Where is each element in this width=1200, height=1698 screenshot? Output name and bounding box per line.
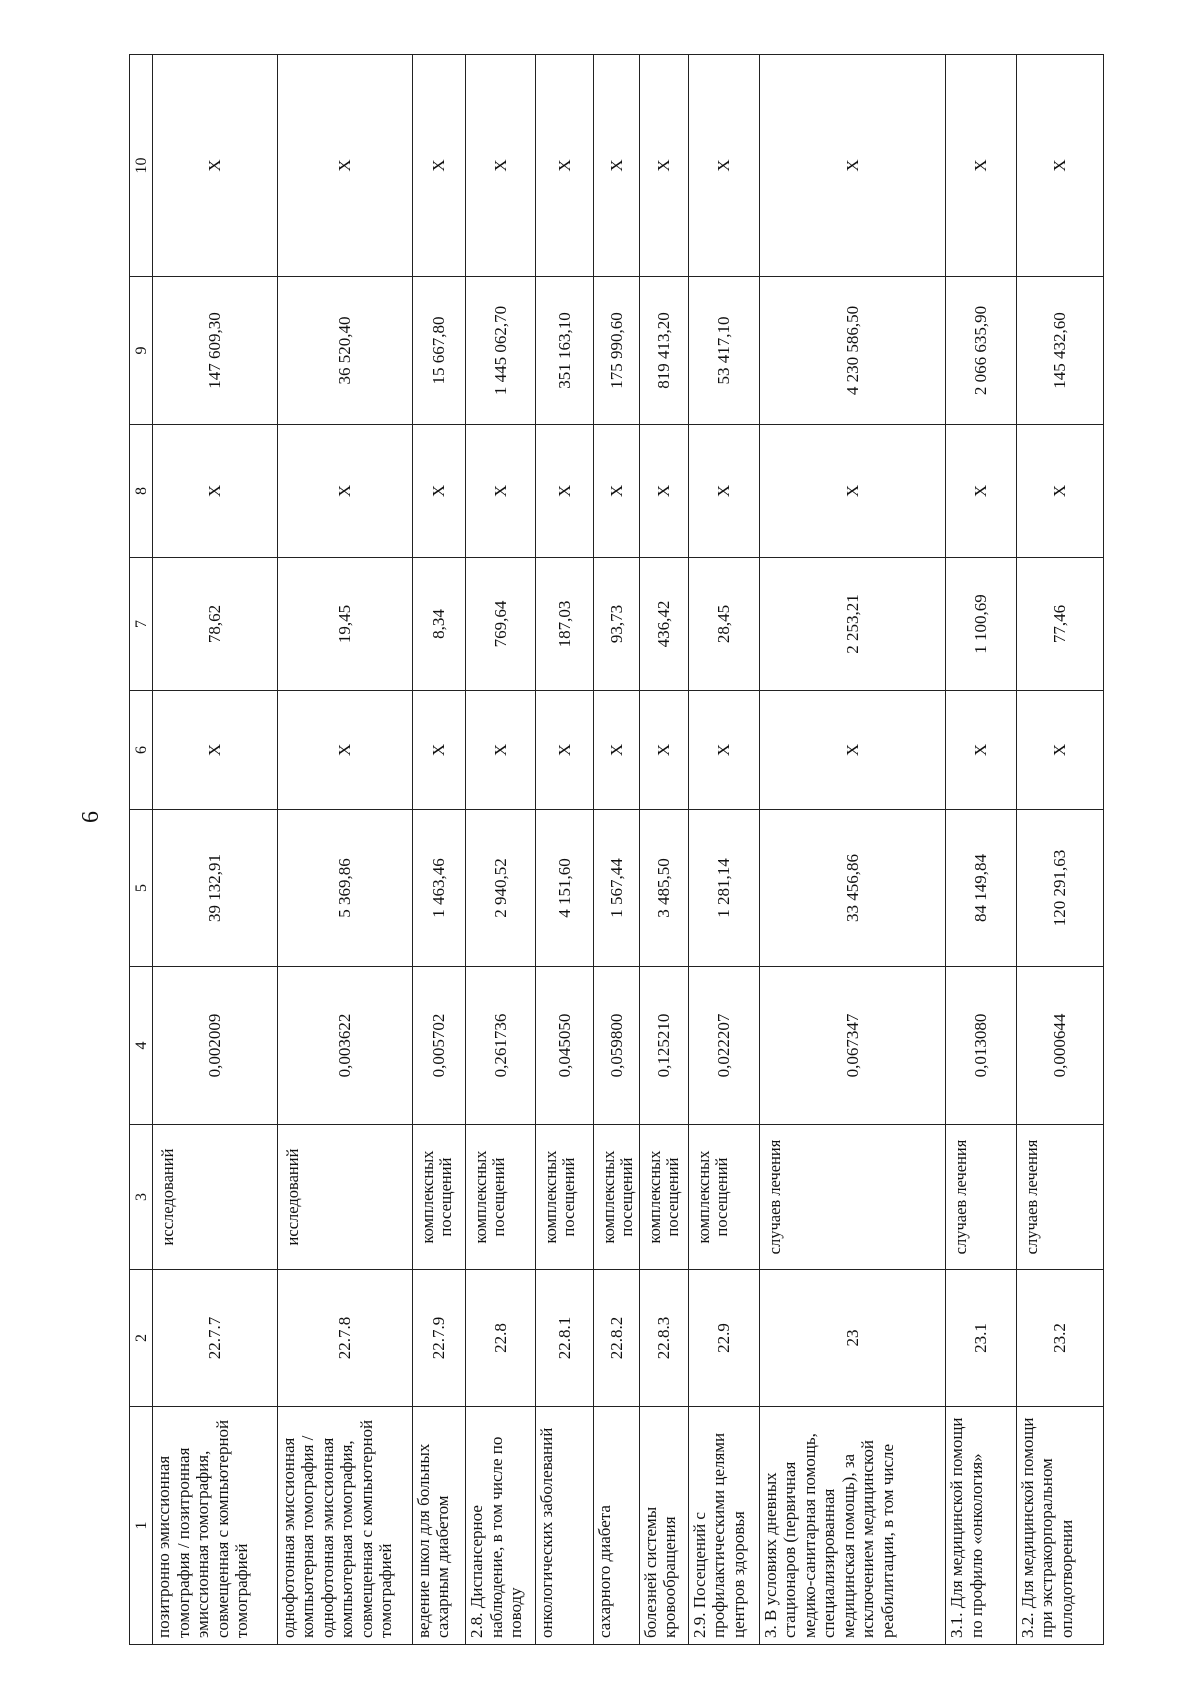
row-unit-cell: исследований xyxy=(277,1125,412,1270)
row-col6-cell: X xyxy=(946,691,1016,810)
row-col10-cell: X xyxy=(277,55,412,277)
row-norm-cell: 0,005702 xyxy=(412,967,465,1125)
row-col7-cell: 78,62 xyxy=(153,558,278,691)
row-col9-cell: 4 230 586,50 xyxy=(759,277,945,425)
row-norm-cell: 0,261736 xyxy=(466,967,536,1125)
row-name-cell: однофотонная эмиссионная компьютерная томография / однофотонная эмиссионная компьютерная томография, совмещенная с компьютерной томографией xyxy=(277,1407,412,1645)
row-name-cell: 3.2. Для медицинской помощи при экстракорпоральном оплодотворении xyxy=(1016,1407,1103,1645)
row-col9-cell: 15 667,80 xyxy=(412,277,465,425)
row-unit-cell: комплексных посещений xyxy=(639,1125,688,1270)
table-row xyxy=(639,55,688,1645)
row-col6-cell: X xyxy=(153,691,278,810)
row-cost-cell: 2 940,52 xyxy=(466,810,536,967)
row-code-cell: 22.7.7 xyxy=(153,1270,278,1407)
table-row xyxy=(536,55,594,1645)
row-col6-cell: X xyxy=(688,691,759,810)
row-norm-cell: 0,000644 xyxy=(1016,967,1103,1125)
row-code-cell: 23.2 xyxy=(1016,1270,1103,1407)
row-cost-cell: 84 149,84 xyxy=(946,810,1016,967)
row-code-cell: 22.8.1 xyxy=(536,1270,594,1407)
row-code-cell: 22.9 xyxy=(688,1270,759,1407)
row-col9-cell: 147 609,30 xyxy=(153,277,278,425)
row-col8-cell: X xyxy=(593,425,639,558)
row-col9-cell: 351 163,10 xyxy=(536,277,594,425)
row-col7-cell: 77,46 xyxy=(1016,558,1103,691)
row-col7-cell: 2 253,21 xyxy=(759,558,945,691)
row-col7-cell: 8,34 xyxy=(412,558,465,691)
row-col7-cell: 187,03 xyxy=(536,558,594,691)
row-col9-cell: 36 520,40 xyxy=(277,277,412,425)
row-name-cell: болезней системы кровообращения xyxy=(639,1407,688,1645)
row-col9-cell: 53 417,10 xyxy=(688,277,759,425)
row-code-cell: 22.8.3 xyxy=(639,1270,688,1407)
row-norm-cell: 0,059800 xyxy=(593,967,639,1125)
row-col8-cell: X xyxy=(536,425,594,558)
row-col6-cell: X xyxy=(536,691,594,810)
table-rotated-container xyxy=(129,55,1104,1645)
row-col8-cell: X xyxy=(639,425,688,558)
row-col8-cell: X xyxy=(153,425,278,558)
row-cost-cell: 1 463,46 xyxy=(412,810,465,967)
row-unit-cell: комплексных посещений xyxy=(412,1125,465,1270)
row-cost-cell: 1 567,44 xyxy=(593,810,639,967)
column-header: 6 xyxy=(130,691,153,810)
row-code-cell: 23 xyxy=(759,1270,945,1407)
row-col9-cell: 145 432,60 xyxy=(1016,277,1103,425)
row-col6-cell: X xyxy=(639,691,688,810)
row-col9-cell: 2 066 635,90 xyxy=(946,277,1016,425)
row-col6-cell: X xyxy=(466,691,536,810)
row-col9-cell: 175 990,60 xyxy=(593,277,639,425)
row-code-cell: 22.8 xyxy=(466,1270,536,1407)
row-col7-cell: 93,73 xyxy=(593,558,639,691)
row-code-cell: 22.7.9 xyxy=(412,1270,465,1407)
row-col9-cell: 819 413,20 xyxy=(639,277,688,425)
row-name-cell: позитронно эмиссионная томография / позитронная эмиссионная томография, совмещенная с компьютерной томографией xyxy=(153,1407,278,1645)
row-norm-cell: 0,125210 xyxy=(639,967,688,1125)
row-unit-cell: исследований xyxy=(153,1125,278,1270)
row-col10-cell: X xyxy=(466,55,536,277)
column-header: 7 xyxy=(130,558,153,691)
row-unit-cell: комплексных посещений xyxy=(466,1125,536,1270)
row-name-cell: сахарного диабета xyxy=(593,1407,639,1645)
row-col10-cell: X xyxy=(946,55,1016,277)
row-col9-cell: 1 445 062,70 xyxy=(466,277,536,425)
row-col6-cell: X xyxy=(277,691,412,810)
row-col10-cell: X xyxy=(593,55,639,277)
row-col10-cell: X xyxy=(1016,55,1103,277)
row-col8-cell: X xyxy=(1016,425,1103,558)
tariff-table xyxy=(129,54,1104,1645)
row-code-cell: 22.8.2 xyxy=(593,1270,639,1407)
row-col7-cell: 436,42 xyxy=(639,558,688,691)
row-col8-cell: X xyxy=(759,425,945,558)
row-norm-cell: 0,003622 xyxy=(277,967,412,1125)
row-col7-cell: 769,64 xyxy=(466,558,536,691)
row-cost-cell: 5 369,86 xyxy=(277,810,412,967)
row-unit-cell: случаев лечения xyxy=(946,1125,1016,1270)
row-cost-cell: 120 291,63 xyxy=(1016,810,1103,967)
row-name-cell: 2.8. Диспансерное наблюдение, в том числе по поводу xyxy=(466,1407,536,1645)
row-col7-cell: 1 100,69 xyxy=(946,558,1016,691)
row-col10-cell: X xyxy=(412,55,465,277)
table-row xyxy=(153,55,278,1645)
row-code-cell: 22.7.8 xyxy=(277,1270,412,1407)
table-row xyxy=(593,55,639,1645)
row-unit-cell: комплексных посещений xyxy=(536,1125,594,1270)
column-header: 3 xyxy=(130,1125,153,1270)
row-col8-cell: X xyxy=(277,425,412,558)
row-col8-cell: X xyxy=(688,425,759,558)
row-name-cell: 3.1. Для медицинской помощи по профилю «онкология» xyxy=(946,1407,1016,1645)
column-header: 1 xyxy=(130,1407,153,1645)
row-col6-cell: X xyxy=(593,691,639,810)
row-unit-cell: комплексных посещений xyxy=(593,1125,639,1270)
row-cost-cell: 39 132,91 xyxy=(153,810,278,967)
row-norm-cell: 0,067347 xyxy=(759,967,945,1125)
row-unit-cell: случаев лечения xyxy=(759,1125,945,1270)
row-col7-cell: 28,45 xyxy=(688,558,759,691)
row-col8-cell: X xyxy=(412,425,465,558)
row-col8-cell: X xyxy=(466,425,536,558)
row-name-cell: ведение школ для больных сахарным диабетом xyxy=(412,1407,465,1645)
row-norm-cell: 0,013080 xyxy=(946,967,1016,1125)
column-header: 4 xyxy=(130,967,153,1125)
table-row xyxy=(466,55,536,1645)
row-cost-cell: 3 485,50 xyxy=(639,810,688,967)
page-number: 6 xyxy=(78,811,104,823)
column-number-row xyxy=(130,55,153,1645)
row-code-cell: 23.1 xyxy=(946,1270,1016,1407)
row-norm-cell: 0,002009 xyxy=(153,967,278,1125)
table-row xyxy=(688,55,759,1645)
row-col6-cell: X xyxy=(1016,691,1103,810)
row-col10-cell: X xyxy=(688,55,759,277)
row-col6-cell: X xyxy=(412,691,465,810)
row-unit-cell: комплексных посещений xyxy=(688,1125,759,1270)
table-row xyxy=(412,55,465,1645)
table-row xyxy=(946,55,1016,1645)
row-col10-cell: X xyxy=(759,55,945,277)
column-header: 2 xyxy=(130,1270,153,1407)
row-col10-cell: X xyxy=(153,55,278,277)
row-unit-cell: случаев лечения xyxy=(1016,1125,1103,1270)
row-col10-cell: X xyxy=(536,55,594,277)
column-header: 5 xyxy=(130,810,153,967)
table-row xyxy=(759,55,945,1645)
row-cost-cell: 1 281,14 xyxy=(688,810,759,967)
row-name-cell: 2.9. Посещений с профилактическими целями центров здоровья xyxy=(688,1407,759,1645)
column-header: 10 xyxy=(130,55,153,277)
row-col7-cell: 19,45 xyxy=(277,558,412,691)
row-col8-cell: X xyxy=(946,425,1016,558)
row-cost-cell: 33 456,86 xyxy=(759,810,945,967)
column-header: 8 xyxy=(130,425,153,558)
row-cost-cell: 4 151,60 xyxy=(536,810,594,967)
row-name-cell: 3. В условиях дневных стационаров (первичная медико-санитарная помощь, специализированная медицинская помощь), за исключением медицинской реабилитации, в том числе xyxy=(759,1407,945,1645)
column-header: 9 xyxy=(130,277,153,425)
table-row xyxy=(277,55,412,1645)
row-norm-cell: 0,045050 xyxy=(536,967,594,1125)
row-col6-cell: X xyxy=(759,691,945,810)
row-norm-cell: 0,022207 xyxy=(688,967,759,1125)
row-name-cell: онкологических заболеваний xyxy=(536,1407,594,1645)
row-col10-cell: X xyxy=(639,55,688,277)
table-row xyxy=(1016,55,1103,1645)
